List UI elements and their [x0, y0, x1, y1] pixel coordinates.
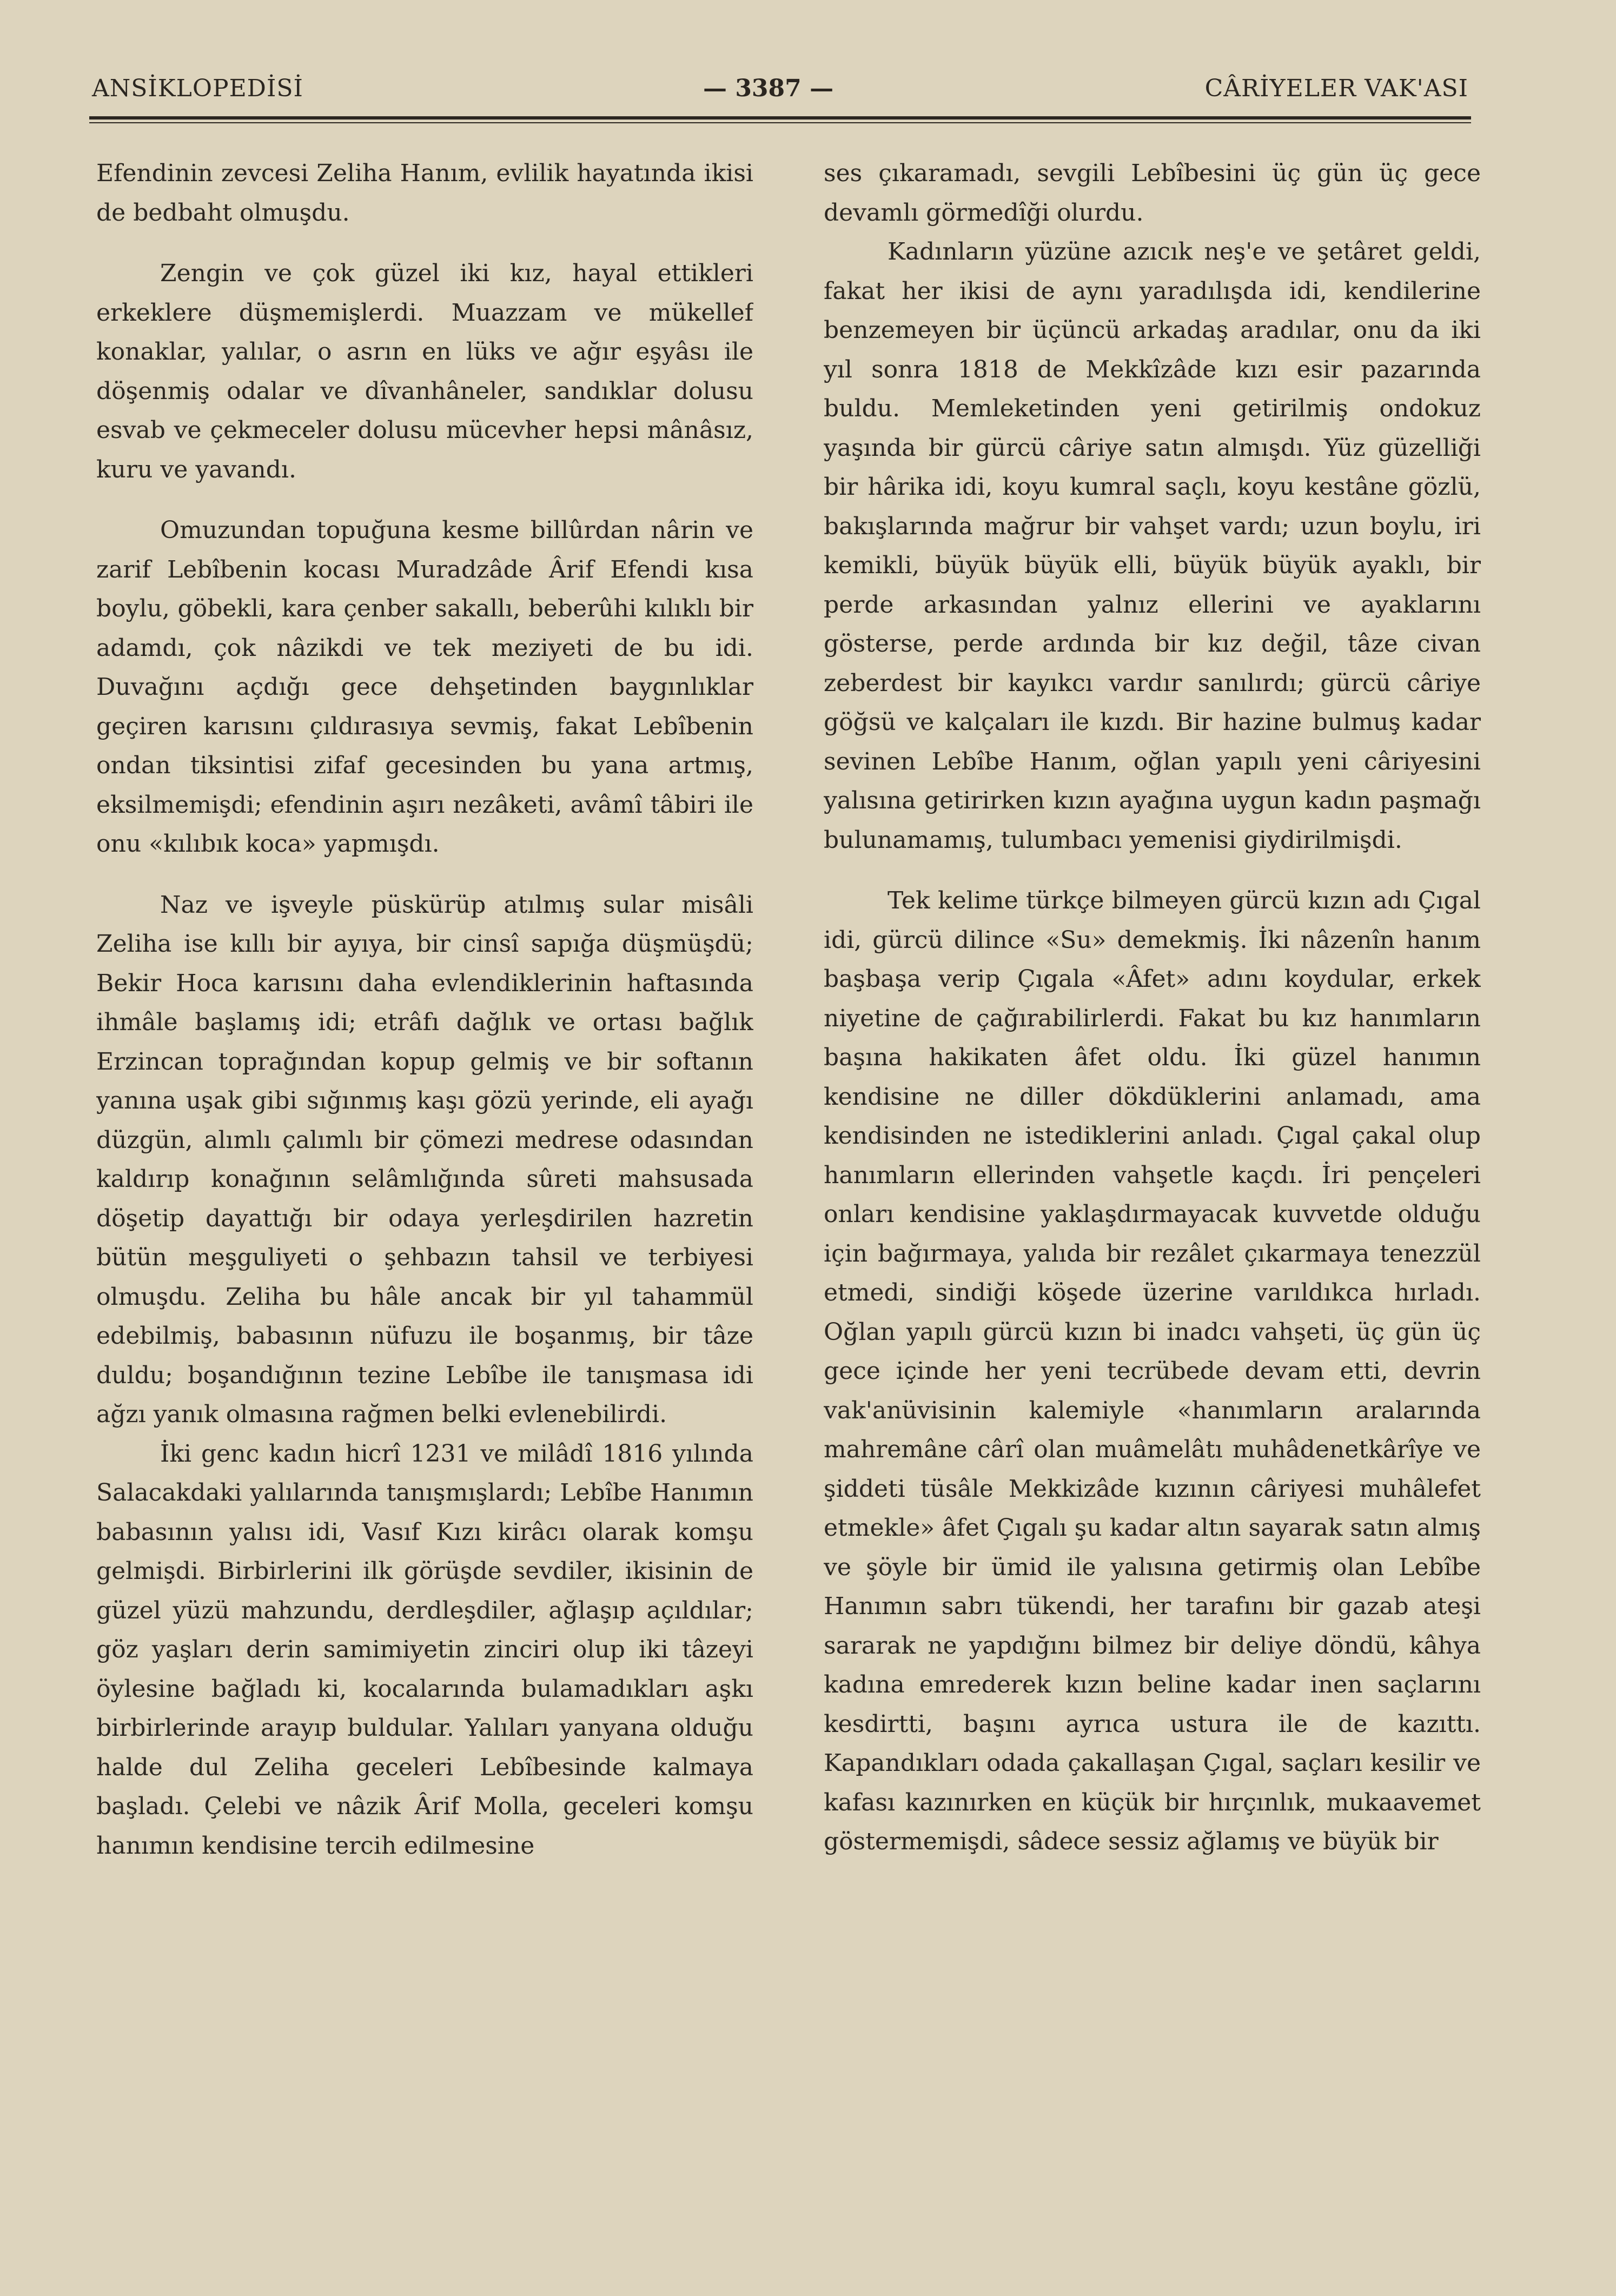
- paragraph: Zengin ve çok güzel iki kız, hayal ettikleri erkeklere düşmemişlerdi. Muazzam ve mükellef konaklar, yalılar, o asrın en lüks ve ağır eşyâsı ile döşenmiş odalar ve dîvanhâneler, sandıklar dolusu esvab ve çekmeceler dolusu mücevher hepsi mânâsız, kuru ve yavandı.: [96, 260, 753, 483]
- paragraph: Naz ve işveyle püskürüp atılmış sular misâli Zeliha ise kıllı bir ayıya, bir cinsî sapığa düşmüşdü; Bekir Hoca karısını daha evlendiklerinin haftasında ihmâle başlamış idi; etrâfı dağlık ve ortası bağlık Erzincan toprağından kopup gelmiş ve bir softanın yanına uşak gibi sığınmış kaşı gözü yerinde, eli ayağı düzgün, alımlı çalımlı bir çömezi medrese odasından kaldırıp konağının selâmlığında sûreti mahsusada döşetip dayattığı bir odaya yerleşdirilen hazretin bütün meşguliyeti o şehbazın tahsil ve terbiyesi olmuşdu. Zeliha bu hâle ancak bir yıl tahammül edebilmiş, babasının nüfuzu ile boşanmış, bir tâze duldu; boşandığının tezine Lebîbe ile tanışmasa idi ağzı yanık olmasına rağmen belki evlenebilirdi.: [96, 891, 753, 1428]
- paragraph: Omuzundan topuğuna kesme billûrdan nârin ve zarif Lebîbenin kocası Muradzâde Ârif Efendi kısa boylu, göbekli, kara çenber sakallı, beberûhi kılıklı bir adamdı, çok nâzikdi ve tek meziyeti de bu idi. Duvağını açdığı gece dehşetinden baygınlıklar geçiren karısını çıldırasıya sevmiş, fakat Lebîbenin ondan tiksintisi zifaf gecesinden bu yana artmış, eksilmemişdi; efendinin aşırı nezâketi, avâmî tâbiri ile onu «kılıbık koca» yapmışdı.: [96, 516, 753, 858]
- paragraph: İki genc kadın hicrî 1231 ve milâdî 1816 yılında Salacakdaki yalılarında tanışmışlardı; Lebîbe Hanımın babasının yalısı idi, Vasıf Kızı kirâcı olarak komşu gelmişdi. Birbirlerini ilk görüşde sevdiler, ikisinin de güzel yüzü mahzundu, derdleşdiler, ağlaşıp açıldılar; göz yaşları derin samimiyetin zinciri olup iki tâzeyi öylesine bağladı ki, kocalarında bulamadıkları aşkı birbirlerinde arayıp buldular. Yalıları yanyana olduğu halde dul Zeliha geceleri Lebîbesinde kalmaya başladı. Çelebi ve nâzik Ârif Molla, geceleri komşu hanımın kendisine tercih edilmesine: [96, 1439, 753, 1860]
- running-header: [92, 75, 1468, 118]
- left-column: [96, 154, 753, 2252]
- paragraph: ses çıkaramadı, sevgili Lebîbesini üç gün üç gece devamlı görmedîği olurdu.: [824, 160, 1481, 227]
- right-column: [824, 154, 1481, 2252]
- paragraph: Kadınların yüzüne azıcık neş'e ve şetâret geldi, fakat her ikisi de aynı yaradılışda idi, kendilerine benzemeyen bir üçüncü arkadaş aradılar, onu da iki yıl sonra 1818 de Mekkîzâde kızı esir pazarında buldu. Memleketinden yeni getirilmiş ondokuz yaşında bir gürcü câriye satın almışdı. Yüz güzelliği bir hârika idi, koyu kumral saçlı, koyu kestâne gözlü, bakışlarında mağrur bir vahşet vardı; uzun boylu, iri kemikli, büyük büyük elli, büyük büyük ayaklı, bir perde arkasından yalnız ellerini ve ayaklarını gösterse, perde ardında bir kız değil, tâze civan zeberdest bir kayıkcı vardır sanılırdı; gürcü câriye göğsü ve kalçaları ile kızdı. Bir hazine bulmuş kadar sevinen Lebîbe Hanım, oğlan yapılı yeni câriyesini yalısına getirirken kızın ayağına uygun kadın paşmağı bulunamamış, tulumbacı yemenisi giydirilmişdi.: [824, 238, 1481, 854]
- paragraph: Efendinin zevcesi Zeliha Hanım, evlilik hayatında ikisi de bedbaht olmuşdu.: [96, 160, 753, 227]
- page-number: — 3387 —: [703, 75, 834, 102]
- header-title-right: CÂRİYELER VAK'ASI: [1204, 75, 1468, 102]
- header-title-left: ANSİKLOPEDİSİ: [92, 75, 303, 102]
- header-rule: [89, 116, 1471, 120]
- header-rule-thin: [89, 122, 1471, 123]
- paragraph: Tek kelime türkçe bilmeyen gürcü kızın adı Çıgal idi, gürcü dilince «Su» demekmiş. İki nâzenîn hanım başbaşa verip Çıgala «Âfet» adını koydular, erkek niyetine de çağırabilirlerdi. Fakat bu kız hanımların başına hakikaten âfet oldu. İki güzel hanımın kendisine ne diller dökdüklerini anlamadı, ama kendisinden ne istediklerini anladı. Çıgal çakal olup hanımların ellerinden vahşetle kaçdı. İri pençeleri onları kendisine yaklaşdırmayacak kuvvetde olduğu için bağırmaya, yalıda bir rezâlet çıkarmaya tenezzül etmedi, sindiği köşede üzerine varıldıkca hırladı. Oğlan yapılı gürcü kızın bi inadcı vahşeti, üç gün üç gece içinde her yeni tecrübede devam etti, devrin vak'anüvisinin kalemiyle «hanımların aralarında mahremâne cârî olan muâmelâtı muhâdenetkârîye ve şiddeti tüsâle Mekkizâde kızının câriyesi muhâlefet etmekle» âfet Çıgalı şu kadar altın sayarak satın almış ve şöyle bir ümid ile yalısına getirmiş olan Lebîbe Hanımın sabrı tükendi, her tarafını bir gazab ateşi sararak ne yapdığını bilmez bir deliye döndü, kâhya kadına emrederek kızın beline kadar inen saçlarını kesdirtti, başını ayrıca ustura ile de kazıttı. Kapandıkları odada çakallaşan Çıgal, saçları kesilir ve kafası kazınırken en küçük bir hırçınlık, mukaavemet göstermemişdi, sâdece sessiz ağlamış ve büyük bir: [824, 887, 1481, 1855]
